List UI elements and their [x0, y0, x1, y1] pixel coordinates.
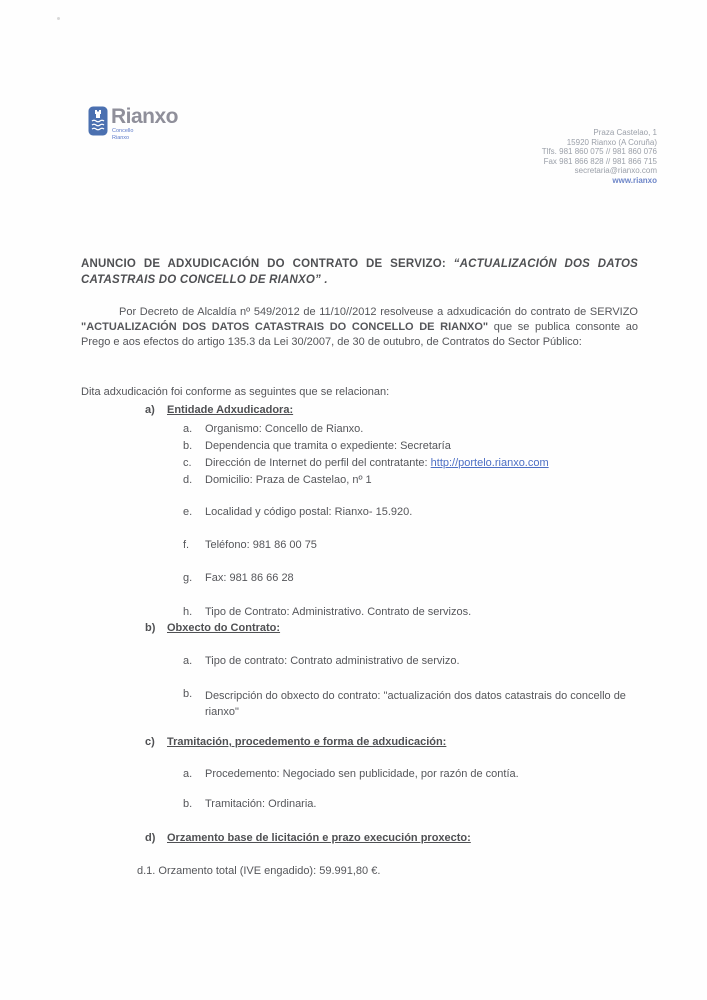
list-item-organismo: a. Organismo: Concello de Rianxo.: [183, 423, 364, 435]
address-street: Praza Castelao, 1: [593, 128, 657, 137]
rianxo-logo: [88, 105, 179, 141]
list-item-telefono: f. Teléfono: 981 86 00 75: [183, 539, 317, 551]
list-item-procedemento: a. Procedemento: Negociado sen publicidade, por razón de contía.: [183, 768, 519, 780]
address-website-link[interactable]: www.rianxo: [612, 175, 657, 185]
orzamento-total-line: d.1. Orzamento total (IVE engadido): 59.991,80 €.: [137, 865, 381, 877]
list-item-dependencia: b. Dependencia que tramita o expediente: Secretaría: [183, 440, 451, 452]
coat-of-arms-icon: [88, 106, 108, 136]
list-item-tipo-de-contrato: a. Tipo de contrato: Contrato administrativo de servizo.: [183, 655, 460, 667]
perfil-contratante-link[interactable]: http://portelo.rianxo.com: [430, 457, 549, 469]
address-email: secretaria@rianxo.com: [574, 166, 657, 176]
scan-artifact: [57, 17, 60, 20]
address-city: 15920 Rianxo (A Coruña): [566, 137, 657, 147]
document-title: ANUNCIO DE ADXUDICACIÓN DO CONTRATO DE SERVIZO: “ACTUALIZACIÓN DOS DATOS CATASTRAIS DO CONCELLO DE RIANXO” .: [81, 258, 638, 286]
list-item-localidad: e. Localidad y código postal: Rianxo- 15.920.: [183, 506, 413, 518]
list-item-tramitacion: b. Tramitación: Ordinaria.: [183, 798, 317, 810]
logo-wordmark: Rianxo: [111, 105, 179, 128]
address-fax: Fax 981 866 828 // 981 866 715: [543, 156, 657, 166]
relation-line: Dita adxudicación foi conforme as seguintes que se relacionan:: [81, 386, 390, 398]
list-item-descripcion: b. Descripción do obxecto do contrato: "actualización dos datos catastrais do concello de rianxo": [183, 688, 626, 718]
list-item-tipo-contrato: h. Tipo de Contrato: Administrativo. Contrato de servizos.: [183, 606, 472, 618]
intro-paragraph: Por Decreto de Alcaldía nº 549/2012 de 11/10//2012 resolveuse a adxudicación do contrato de SERVIZO "ACTUALIZACIÓN DOS DATOS CATASTRAIS DO CONCELLO DE RIANXO" que se publica consonte ao Prego e aos efectos do artigo 135.3 da Lei 30/2007, de 30 de outubro, de Contratos do Sector Público:: [81, 306, 638, 349]
address-phones: Tlfs. 981 860 075 // 981 860 076: [541, 147, 657, 157]
section-b-heading: b) Obxecto do Contrato:: [145, 622, 281, 634]
logo-tagline: Concello Rianxo: [112, 128, 134, 141]
letterhead-address: [417, 128, 657, 186]
section-a-heading: a) Entidade Adxudicadora:: [145, 404, 294, 416]
list-item-direccion-internet: c. Dirección de Internet do perfil del contratante: http://portelo.rianxo.com: [183, 457, 549, 469]
section-d-heading: d) Orzamento base de licitación e prazo execución proxecto:: [145, 832, 471, 844]
list-item-domicilio: d. Domicilio: Praza de Castelao, nº 1: [183, 474, 372, 486]
list-item-fax: g. Fax: 981 86 66 28: [183, 572, 294, 584]
section-c-heading: c) Tramitación, procedemento e forma de adxudicación:: [145, 736, 447, 748]
